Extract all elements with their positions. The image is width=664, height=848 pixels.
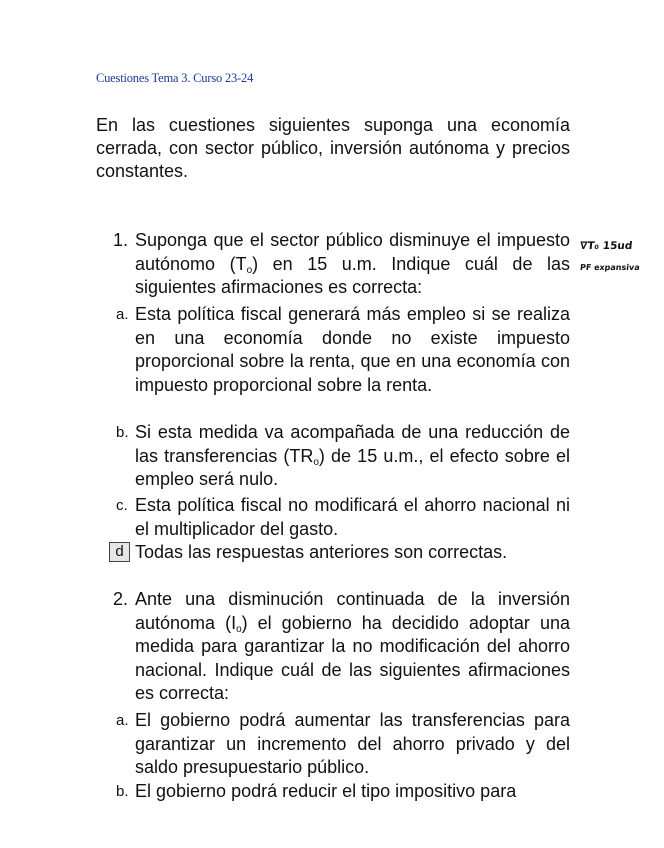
question-number: 1. — [113, 230, 129, 250]
option-letter: b. — [116, 424, 129, 441]
q1-option-d — [115, 541, 570, 565]
option-text: Si esta medida va acompañada de una reducción de las transferencias (TR — [135, 422, 570, 466]
question-2 — [113, 588, 570, 706]
question-1 — [113, 229, 570, 300]
q1-option-b — [116, 421, 570, 492]
option-text: Esta política fiscal generará más empleo si se realiza en una economía donde no existe impuesto proporcional sobre la renta, que en una economía con impuesto proporcional sobre la renta. — [135, 304, 570, 395]
question-number: 2. — [113, 589, 129, 609]
subscript: o — [313, 456, 319, 468]
question-text: Ante una disminución continuada de la inversión autónoma (I — [135, 589, 570, 633]
q1-option-a — [116, 303, 570, 397]
question-text: Suponga que el sector público disminuye el impuesto autónomo (T — [135, 230, 570, 274]
option-letter: b. — [116, 783, 129, 800]
q1-option-c — [116, 494, 570, 541]
selected-answer-box: d — [109, 542, 130, 562]
subscript: o — [236, 623, 242, 635]
document-header: Cuestiones Tema 3. Curso 23-24 — [96, 71, 254, 85]
option-text: Todas las respuestas anteriores son correctas. — [135, 542, 508, 562]
q2-option-b — [116, 780, 570, 804]
option-text: ) de 15 u.m., el efecto sobre el empleo será nulo. — [135, 445, 570, 489]
question-text: ) en 15 u.m. Indique cuál de las siguientes afirmaciones es correcta: — [135, 253, 570, 297]
intro-paragraph: En las cuestiones siguientes suponga una economía cerrada, con sector público, inversión autónoma y precios constantes. — [96, 115, 570, 181]
option-text: Esta política fiscal no modificará el ahorro nacional ni el multiplicador del gasto. — [135, 495, 570, 539]
option-text: El gobierno podrá reducir el tipo impositivo para — [135, 781, 517, 801]
handwritten-note-line-2: PF expansiva — [579, 263, 641, 272]
question-text: ) el gobierno ha decidido adoptar una medida para garantizar la no modificación del ahorro nacional. Indique cuál de las siguientes afirmaciones es correcta: — [135, 612, 570, 703]
option-letter: a. — [116, 306, 129, 323]
option-letter: a. — [116, 712, 129, 729]
handwritten-note-line-1: ∇T₀ 15ud — [579, 240, 633, 252]
option-letter: c. — [116, 497, 128, 514]
q2-option-a — [116, 709, 570, 780]
subscript: o — [246, 264, 253, 276]
option-text: El gobierno podrá aumentar las transferencias para garantizar un incremento del ahorro privado y del saldo presupuestario público. — [135, 710, 570, 777]
